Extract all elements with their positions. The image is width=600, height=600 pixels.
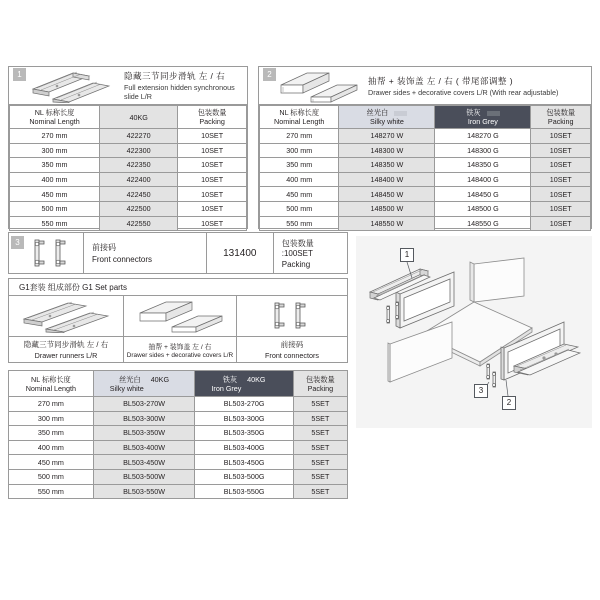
- cell-length: 350 mm: [10, 158, 100, 173]
- cell-grey-code: BL503-400G: [195, 440, 293, 455]
- table-row: [260, 172, 591, 187]
- item2-col-length-en: Nominal Length: [274, 117, 325, 126]
- cell-packing: 10SET: [531, 216, 591, 231]
- table-row: [260, 129, 591, 144]
- item2-col-white-en: Silky white: [369, 117, 404, 126]
- cell-code: 422450: [100, 187, 178, 202]
- cell-packing: 5SET: [293, 440, 347, 455]
- table-row: [9, 440, 348, 455]
- cell-grey-code: BL503-300G: [195, 411, 293, 426]
- cell-grey-code: BL503-550G: [195, 484, 293, 499]
- cell-white-code: BL503-350W: [93, 426, 195, 441]
- item1-col-packing-en: Packing: [199, 117, 225, 126]
- item1-table: [9, 105, 247, 231]
- table-row: [10, 201, 247, 216]
- g1-parts-columns: [9, 296, 347, 362]
- cell-white-code: BL503-550W: [93, 484, 195, 499]
- g1-sides-label: [124, 337, 236, 362]
- silky-white-swatch-icon: [394, 111, 407, 116]
- item2-col-packing-cn: 包装数量: [546, 108, 576, 117]
- table-row: [9, 484, 348, 499]
- cell-packing: 10SET: [531, 201, 591, 216]
- table-row: [9, 426, 348, 441]
- cell-white-code: 148270 W: [339, 129, 435, 144]
- item3-code: 131400: [223, 247, 257, 259]
- cell-packing: 10SET: [531, 143, 591, 158]
- g1-part-connectors: [237, 296, 347, 362]
- cell-length: 450 mm: [9, 455, 94, 470]
- cell-grey-code: 148270 G: [435, 129, 531, 144]
- item3-title-cn: 前接码: [92, 243, 116, 252]
- cell-length: 450 mm: [260, 187, 339, 202]
- g1-col-white-en: Silky white: [109, 383, 144, 393]
- g1-connectors-cn: 前接码: [280, 340, 304, 349]
- cell-white-code: 148400 W: [339, 172, 435, 187]
- item2-title-en: Drawer sides + decorative covers L/R (With rear adjustable): [368, 87, 559, 97]
- cell-length: 550 mm: [9, 484, 94, 499]
- table-row: [9, 411, 348, 426]
- cell-packing: 10SET: [178, 216, 247, 231]
- item1-table-body: [10, 129, 247, 231]
- cell-grey-code: BL503-450G: [195, 455, 293, 470]
- item2-col-iron-grey: [435, 106, 531, 129]
- table-row: [10, 143, 247, 158]
- cell-white-code: BL503-270W: [93, 397, 195, 412]
- item1-title-cn: 隐藏三节同步滑轨 左 / 右: [124, 71, 226, 81]
- table-row: [260, 187, 591, 202]
- g1-runners-illustration: [9, 296, 123, 337]
- item2-col-length: [260, 106, 339, 129]
- cell-grey-code: 148300 G: [435, 143, 531, 158]
- exploded-assembly-diagram: [356, 236, 592, 428]
- cell-length: 500 mm: [9, 469, 94, 484]
- cell-length: 550 mm: [260, 216, 339, 231]
- cell-length: 500 mm: [260, 201, 339, 216]
- table-row: [10, 187, 247, 202]
- item2-col-packing-en: Packing: [547, 117, 574, 126]
- cell-grey-code: BL503-350G: [195, 426, 293, 441]
- cell-packing: 5SET: [293, 397, 347, 412]
- cell-length: 300 mm: [10, 143, 100, 158]
- cell-grey-code: BL503-270G: [195, 397, 293, 412]
- item2-table-header-row: [260, 106, 591, 129]
- callout-1: 1: [400, 248, 414, 262]
- cell-length: 270 mm: [260, 129, 339, 144]
- item3-row: [9, 233, 347, 273]
- cell-code: 422350: [100, 158, 178, 173]
- g1-sides-en: Drawer sides + decorative covers L/R: [126, 351, 234, 359]
- callout-3: 3: [474, 384, 488, 398]
- item2-col-packing: [531, 106, 591, 129]
- item1-header: [9, 67, 247, 105]
- item2-col-grey-en: Iron Grey: [467, 117, 498, 126]
- cell-length: 300 mm: [9, 411, 94, 426]
- table-row: [10, 172, 247, 187]
- item2-col-length-cn: NL 标称长度: [279, 108, 320, 117]
- g1-spec-table-block: [8, 370, 348, 495]
- g1-col-white-cn: 丝光白: [119, 374, 141, 384]
- cell-white-code: BL503-450W: [93, 455, 195, 470]
- g1-connectors-en: Front connectors: [265, 351, 319, 360]
- cell-white-code: 148450 W: [339, 187, 435, 202]
- cell-grey-code: 148350 G: [435, 158, 531, 173]
- cell-grey-code: 148550 G: [435, 216, 531, 231]
- g1-col-grey-kg: 40KG: [247, 374, 266, 384]
- g1-runners-label: [9, 337, 123, 362]
- cell-length: 350 mm: [260, 158, 339, 173]
- cell-packing: 10SET: [178, 143, 247, 158]
- g1-col-white-kg: 40KG: [150, 374, 170, 384]
- item2-titles: [362, 75, 591, 97]
- g1-col-white-row: [94, 375, 195, 384]
- cell-length: 300 mm: [260, 143, 339, 158]
- g1-col-iron-grey: [195, 371, 293, 397]
- item2-header: [259, 67, 591, 105]
- item1-table-header-row: [10, 106, 247, 129]
- cell-packing: 5SET: [293, 455, 347, 470]
- cell-code: 422400: [100, 172, 178, 187]
- g1-runners-cn: 隐藏三节同步滑轨 左 / 右: [23, 340, 109, 349]
- item1-title-en: Full extension hidden synchronous slide L/R: [124, 83, 235, 101]
- item1-col-code: [100, 106, 178, 129]
- table-row: [9, 397, 348, 412]
- g1-part-runners: [9, 296, 124, 362]
- item2-block: [258, 66, 592, 229]
- item2-table: [259, 105, 591, 231]
- cell-white-code: 148550 W: [339, 216, 435, 231]
- g1-sides-illustration: [124, 296, 236, 337]
- item3-packing-en: Packing: [281, 259, 311, 269]
- g1-col-length-cn: NL 标称长度: [31, 374, 71, 384]
- item3-packing-cn: 包装数量 :100SET: [281, 238, 314, 258]
- assembly-drawing: [356, 236, 592, 428]
- item2-title-cn: 抽帮 + 装饰盖 左 / 右 ( 带尾部调整 ): [368, 75, 513, 86]
- cell-code: 422500: [100, 201, 178, 216]
- g1-sides-cn: 抽帮 + 装饰盖 左 / 右: [148, 343, 212, 351]
- item1-col-length-en: Nominal Length: [29, 117, 80, 126]
- g1-col-packing: [293, 371, 347, 397]
- front-connectors-illustration: [21, 233, 83, 273]
- table-row: [10, 216, 247, 231]
- cell-length: 400 mm: [9, 440, 94, 455]
- cell-length: 350 mm: [9, 426, 94, 441]
- g1-col-packing-cn: 包装数量: [305, 374, 335, 384]
- callout-2: 2: [502, 396, 516, 410]
- slide-rail-illustration: [26, 68, 118, 104]
- item3-block: [8, 232, 348, 274]
- cell-length: 500 mm: [10, 201, 100, 216]
- g1-spec-table: [8, 370, 348, 499]
- drawer-sides-illustration: [276, 68, 362, 104]
- g1-set-parts-block: [8, 278, 348, 363]
- cell-white-code: 148300 W: [339, 143, 435, 158]
- cell-packing: 10SET: [178, 158, 247, 173]
- iron-grey-swatch-icon: [487, 111, 500, 116]
- cell-length: 270 mm: [10, 129, 100, 144]
- g1-col-length: [9, 371, 94, 397]
- g1-col-length-en: Nominal Length: [25, 383, 77, 393]
- cell-length: 550 mm: [10, 216, 100, 231]
- item3-packing: [274, 233, 347, 273]
- g1-col-packing-en: Packing: [307, 383, 334, 393]
- g1-col-silky-white: [93, 371, 195, 397]
- cell-white-code: BL503-300W: [93, 411, 195, 426]
- item3-badge: 3: [11, 236, 24, 249]
- cell-grey-code: 148450 G: [435, 187, 531, 202]
- item3-title-en: Front connectors: [92, 255, 153, 264]
- table-row: [260, 158, 591, 173]
- item1-col-length: [10, 106, 100, 129]
- cell-code: 422270: [100, 129, 178, 144]
- cell-packing: 5SET: [293, 426, 347, 441]
- item2-col-silky-white: [339, 106, 435, 129]
- item2-col-white-row: [339, 108, 434, 117]
- table-row: [260, 216, 591, 231]
- item1-col-code-cn: 40KG: [129, 112, 148, 122]
- item2-badge: 2: [263, 68, 276, 81]
- item2-col-grey-row: [435, 108, 530, 117]
- table-row: [9, 469, 348, 484]
- cell-packing: 5SET: [293, 484, 347, 499]
- item1-col-packing-cn: 包装数量: [197, 108, 227, 117]
- table-row: [10, 158, 247, 173]
- item2-table-body: [260, 129, 591, 231]
- item1-titles: [118, 70, 247, 101]
- g1-runners-en: Drawer runners L/R: [34, 351, 98, 360]
- cell-white-code: BL503-500W: [93, 469, 195, 484]
- g1-col-grey-row: [195, 375, 292, 384]
- g1-connectors-illustration: [237, 296, 347, 337]
- table-row: [9, 455, 348, 470]
- cell-packing: 10SET: [531, 172, 591, 187]
- cell-packing: 10SET: [178, 129, 247, 144]
- g1-col-grey-cn: 铁灰: [222, 374, 238, 384]
- cell-packing: 5SET: [293, 411, 347, 426]
- table-row: [10, 129, 247, 144]
- cell-packing: 10SET: [178, 187, 247, 202]
- item1-col-length-cn: NL 标称长度: [34, 108, 75, 117]
- cell-packing: 10SET: [531, 187, 591, 202]
- item1-col-packing: [178, 106, 247, 129]
- g1-table-body: [9, 397, 348, 499]
- cell-white-code: BL503-400W: [93, 440, 195, 455]
- g1-part-sides: [124, 296, 237, 362]
- g1-connectors-label: [237, 337, 347, 362]
- item3-titles: [84, 233, 206, 273]
- cell-code: 422550: [100, 216, 178, 231]
- cell-packing: 10SET: [531, 158, 591, 173]
- cell-packing: 10SET: [531, 129, 591, 144]
- cell-grey-code: BL503-500G: [195, 469, 293, 484]
- cell-length: 400 mm: [10, 172, 100, 187]
- cell-packing: 5SET: [293, 469, 347, 484]
- g1-set-parts-title: G1套装 组成部份 G1 Set parts: [9, 279, 347, 296]
- g1-col-grey-en: Iron Grey: [211, 383, 242, 393]
- cell-grey-code: 148400 G: [435, 172, 531, 187]
- table-row: [260, 201, 591, 216]
- item1-badge: 1: [13, 68, 26, 81]
- cell-grey-code: 148500 G: [435, 201, 531, 216]
- item1-block: [8, 66, 248, 229]
- cell-length: 450 mm: [10, 187, 100, 202]
- item2-col-grey-cn: 铁灰: [466, 108, 481, 117]
- cell-packing: 10SET: [178, 172, 247, 187]
- item2-col-white-cn: 丝光白: [366, 108, 389, 117]
- cell-code: 422300: [100, 143, 178, 158]
- g1-table-header-row: [9, 371, 348, 397]
- cell-length: 400 mm: [260, 172, 339, 187]
- cell-white-code: 148350 W: [339, 158, 435, 173]
- cell-length: 270 mm: [9, 397, 94, 412]
- table-row: [260, 143, 591, 158]
- cell-white-code: 148500 W: [339, 201, 435, 216]
- cell-packing: 10SET: [178, 201, 247, 216]
